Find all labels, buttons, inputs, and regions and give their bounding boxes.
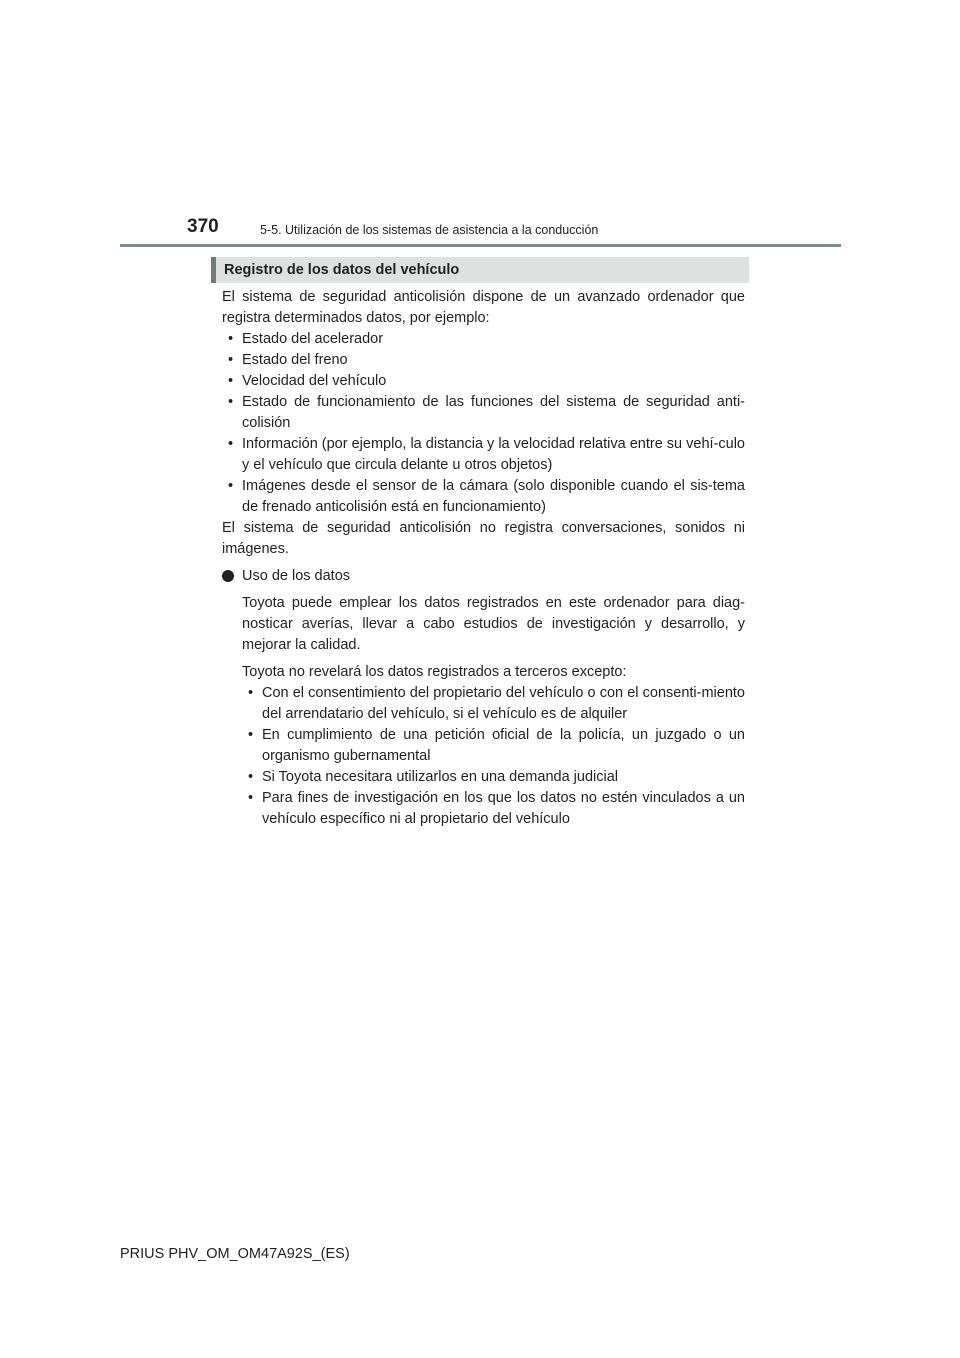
heading-bar [211, 257, 749, 283]
data-use-paragraph: Toyota puede emplear los datos registrados en este ordenador para diag-nosticar averías, llevar a cabo estudios de investigación y desarrollo, y mejorar la calidad. [242, 595, 745, 653]
bullet-icon: • [248, 769, 254, 785]
exceptions-list [242, 683, 745, 830]
section-header: 5-5. Utilización de los sistemas de asistencia a la conducción [260, 223, 599, 237]
filled-circle-icon [222, 570, 234, 582]
list-item: • Estado del acelerador [222, 329, 745, 350]
list-item: • Con el consentimiento del propietario del vehículo o con el consenti-miento del arrendatario del vehículo, si el vehículo es de alquiler [248, 685, 745, 722]
footer-code: PRIUS PHV_OM_OM47A92S_(ES) [120, 1246, 350, 1262]
list-item: • Si Toyota necesitara utilizarlos en una demanda judicial [242, 767, 745, 788]
list-item: • Imágenes desde el sensor de la cámara (solo disponible cuando el sis-tema de frenado anticolisión está en funcionamiento) [228, 478, 745, 515]
header-rule [120, 244, 841, 247]
data-use-title: Uso de los datos [242, 568, 351, 584]
disclosure-paragraph: Toyota no revelará los datos registrados a terceros excepto: [242, 664, 627, 680]
list-item: • Información (por ejemplo, la distancia y la velocidad relativa entre su vehí-culo y el vehículo que circula delante u otros objetos) [228, 436, 745, 473]
content [222, 287, 745, 830]
intro-paragraph: El sistema de seguridad anticolisión dispone de un avanzado ordenador que registra determinados datos, por ejemplo: [222, 289, 745, 326]
not-recorded-paragraph: El sistema de seguridad anticolisión no registra conversaciones, sonidos ni imágenes. [222, 520, 745, 557]
recorded-items-list [222, 329, 745, 518]
list-item: • En cumplimiento de una petición oficial de la policía, un juzgado o un organismo gubernamental [248, 727, 745, 764]
bullet-icon: • [228, 331, 234, 347]
bullet-icon: • [228, 352, 234, 368]
bullet-icon: • [228, 394, 234, 410]
bullet-icon: • [228, 436, 234, 452]
bullet-icon: • [228, 478, 234, 494]
list-item: • Estado del freno [222, 350, 745, 371]
page-number: 370 [187, 216, 219, 237]
list-item: • Para fines de investigación en los que los datos no estén vinculados a un vehículo específico ni al propietario del vehículo [248, 790, 745, 827]
heading-accent [211, 257, 216, 283]
list-item: • Velocidad del vehículo [222, 371, 745, 392]
list-item: • Estado de funcionamiento de las funciones del sistema de seguridad anti-colisión [228, 394, 745, 431]
bullet-icon: • [248, 790, 254, 806]
section-heading: Registro de los datos del vehículo [224, 262, 460, 278]
data-use-body [222, 593, 745, 830]
data-use-item [222, 566, 745, 587]
bullet-icon: • [248, 727, 254, 743]
bullet-icon: • [248, 685, 254, 701]
bullet-icon: • [228, 373, 234, 389]
